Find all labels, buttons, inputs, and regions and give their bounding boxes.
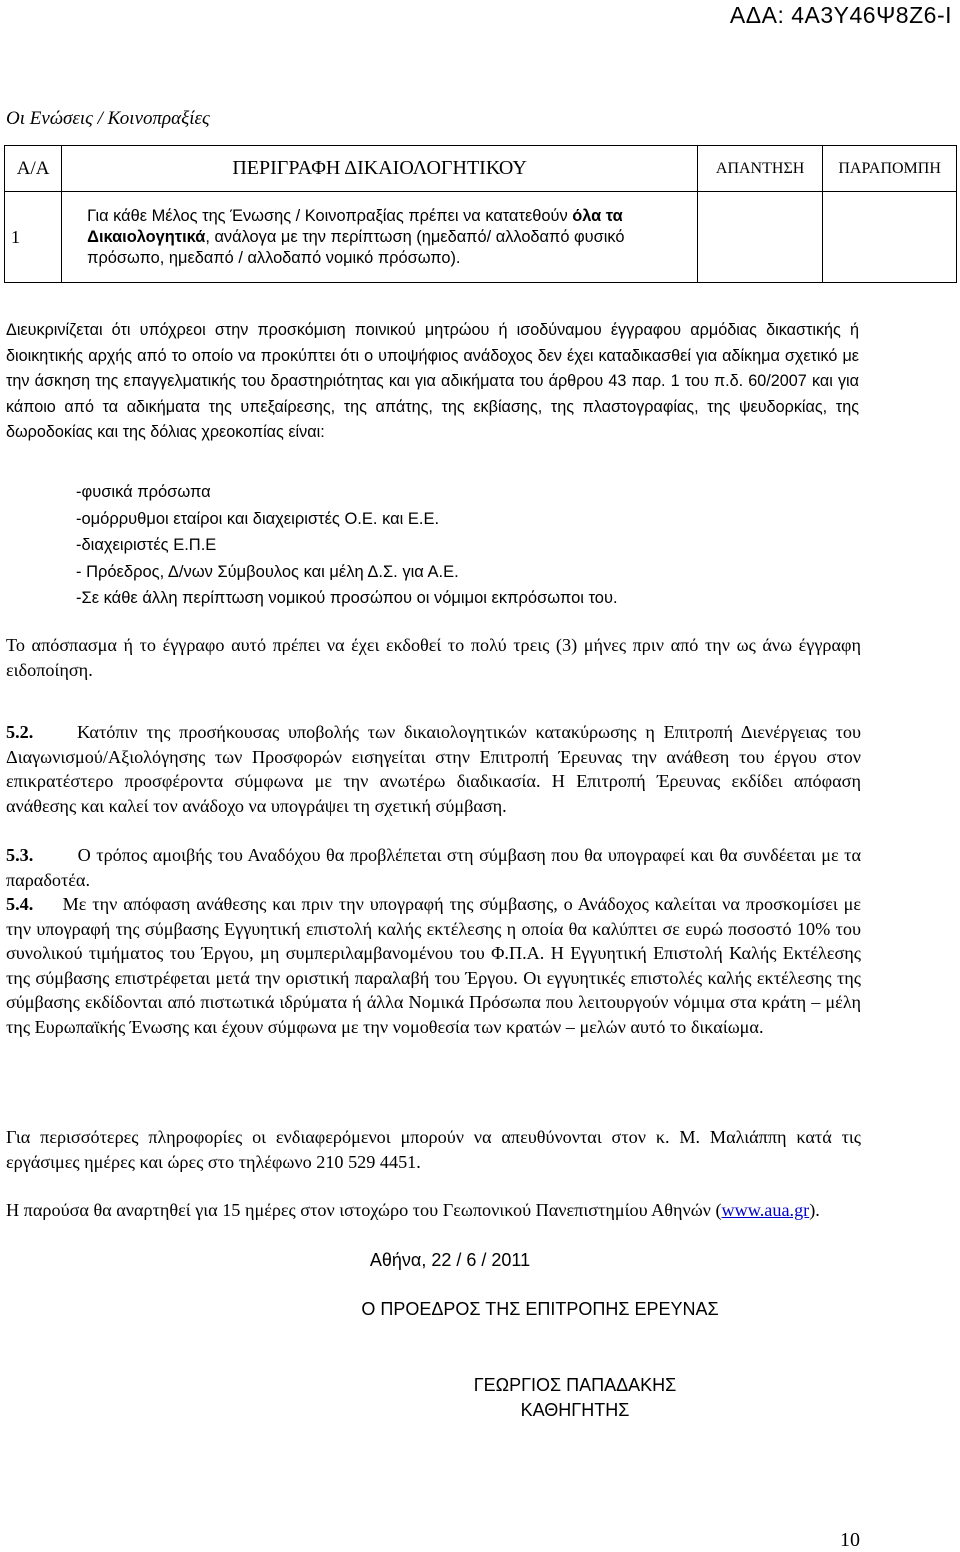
committee-title: Ο ΠΡΟΕΔΡΟΣ ΤΗΣ ΕΠΙΤΡΟΠΗΣ ΕΡΕΥΝΑΣ xyxy=(361,1299,719,1319)
posting-text: Η παρούσα θα αναρτηθεί για 15 ημέρες στον ιστοχώρο του Γεωπονικού Πανεπιστημίου Αθηνών ( xyxy=(6,1200,722,1220)
list-item: -ομόρρυθμοι εταίροι και διαχειριστές Ο.Ε. και Ε.Ε. xyxy=(76,509,440,528)
row-description-bold: όλα τα Δικαιολογητικά xyxy=(87,206,623,246)
section-number: 5.3. xyxy=(6,845,34,865)
signatory-title: ΚΑΘΗΓΗΤΗΣ xyxy=(520,1400,630,1420)
section-number: 5.4. xyxy=(6,894,34,914)
posting-paragraph xyxy=(6,1198,861,1223)
section-5-2 xyxy=(6,720,861,818)
section-5-4 xyxy=(6,892,861,1039)
section-text: Ο τρόπος αμοιβής του Αναδόχου θα προβλέπεται στη σύμβαση που θα υπογραφεί και θα συνδέεται με τα παραδοτέα. xyxy=(6,845,862,890)
page-number: 10 xyxy=(840,1529,860,1551)
row-answer xyxy=(697,192,822,283)
header-description: ΠΕΡΙΓΡΑΦΗ ΔΙΚΑΙΟΛΟΓΗΤΙΚΟΥ xyxy=(62,146,698,192)
list-item: -διαχειριστές Ε.Π.Ε xyxy=(76,536,217,554)
ada-code: ΑΔΑ: 4Α3Υ46Ψ8Ζ6-Ι xyxy=(729,2,952,28)
section-text: Κατόπιν της προσήκουσας υποβολής των δικαιολογητικών κατακύρωσης η Επιτροπή Διενέργειας του Διαγωνισμού/Αξιολόγησης των Προσφορών εισηγείται στην Επιτροπή Έρευνας την ανάθεση του έργου στον επικρατέστερο προσφέροντα σύμφωνα με την ανωτέρω διαδικασία. Η Επιτροπή Έρευνας εκδίδει απόφαση ανάθεσης και καλεί τον ανάδοχο να υπογράψει τη σχετική σύμβαση. xyxy=(6,722,861,816)
table-row xyxy=(5,192,957,283)
section-text: Με την απόφαση ανάθεσης και πριν την υπογραφή της σύμβασης, ο Ανάδοχος καλείται να προσκομίσει με την υπογραφή της σύμβασης Εγγυητική επιστολή καλής εκτέλεσης η οποία θα καλύπτει σε ευρώ ποσοστό 10% του συνολικού τιμήματος του Έργου, μη συμπεριλαμβανομένου του Φ.Π.Α. Η Εγγυητική Επιστολή Καλής Εκτέλεσης της σύμβασης επιστρέφεται μετά την οριστική παραλαβή του Έργου. Οι εγγυητικές επιστολές καλής εκτέλεσης της σύμβασης εκδίδονται από πιστωτικά ιδρύματα ή άλλα Νομικά Πρόσωπα που λειτουργούν νόμιμα στα κράτη – μέλη της Ευρωπαϊκής Ένωσης και έχουν σύμφωνα με την νομοθεσία των κρατών – μελών αυτό το δικαίωμα. xyxy=(6,894,862,1037)
list-item: -Σε κάθε άλλη περίπτωση νομικού προσώπου οι νόμιμοι εκπρόσωποι του. xyxy=(76,589,618,607)
justifications-table xyxy=(4,145,957,283)
posting-text-end: ). xyxy=(809,1200,820,1220)
clarification-paragraph: Διευκρινίζεται ότι υπόχρεοι στην προσκόμιση ποινικού μητρώου ή ισοδύναμου έγγραφου αρμόδιας δικαστικής ή διοικητικής αρχής από το οποίο να προκύπτει ότι ο υποψήφιος ανάδοχος δεν έχει καταδικασθεί για αδίκημα σχετικό με την άσκηση της επαγγελματικής του δραστηριότητας και για αδικήματα του άρθρου 43 παρ. 1 του π.δ. 60/2007 και για κάποιο από τα αδικήματα της υπεξαίρεσης, της απάτης, της εκβίασης, της πλαστογραφίας, της ψευδορκίας, της δωροδοκίας και της δόλιας χρεοκοπίας είναι: xyxy=(6,321,859,442)
row-reference xyxy=(823,192,957,283)
contact-paragraph: Για περισσότερες πληροφορίες οι ενδιαφερόμενοι μπορούν να απευθύνονται στον κ. Μ. Μαλιάππη κατά τις εργάσιμες ημέρες και ώρες στο τηλέφωνο 210 529 4451. xyxy=(6,1127,861,1172)
list-item: -φυσικά πρόσωπα xyxy=(76,483,211,501)
persons-list xyxy=(76,479,618,612)
place-date: Αθήνα, 22 / 6 / 2011 xyxy=(369,1250,531,1270)
section-5-3 xyxy=(6,843,861,892)
row-description xyxy=(62,192,698,283)
header-aa: Α/Α xyxy=(5,146,62,192)
section-title: Οι Ενώσεις / Κοινοπραξίες xyxy=(6,108,210,129)
row-number: 1 xyxy=(5,192,62,283)
website-link[interactable]: www.aua.gr xyxy=(721,1200,810,1220)
validity-paragraph: Το απόσπασμα ή το έγγραφο αυτό πρέπει να έχει εκδοθεί το πολύ τρεις (3) μήνες πριν από την ως άνω έγγραφη ειδοποίηση. xyxy=(6,635,861,680)
table-header-row xyxy=(5,146,957,192)
signatory-name: ΓΕΩΡΓΙΟΣ ΠΑΠΑΔΑΚΗΣ xyxy=(473,1375,677,1395)
section-number: 5.2. xyxy=(6,722,34,742)
header-reference: ΠΑΡΑΠΟΜΠΗ xyxy=(823,146,957,192)
header-answer: ΑΠΑΝΤΗΣΗ xyxy=(697,146,822,192)
list-item: - Πρόεδρος, Δ/νων Σύμβουλος και μέλη Δ.Σ. για Α.Ε. xyxy=(76,562,459,581)
row-description-part1: Για κάθε Μέλος της Ένωσης / Κοινοπραξίας πρέπει να κατατεθούν xyxy=(87,206,573,225)
row-description-part2: , ανάλογα με την περίπτωση (ημεδαπό/ αλλοδαπό φυσικό πρόσωπο, ημεδαπό / αλλοδαπό νομικό πρόσωπο). xyxy=(87,227,625,267)
